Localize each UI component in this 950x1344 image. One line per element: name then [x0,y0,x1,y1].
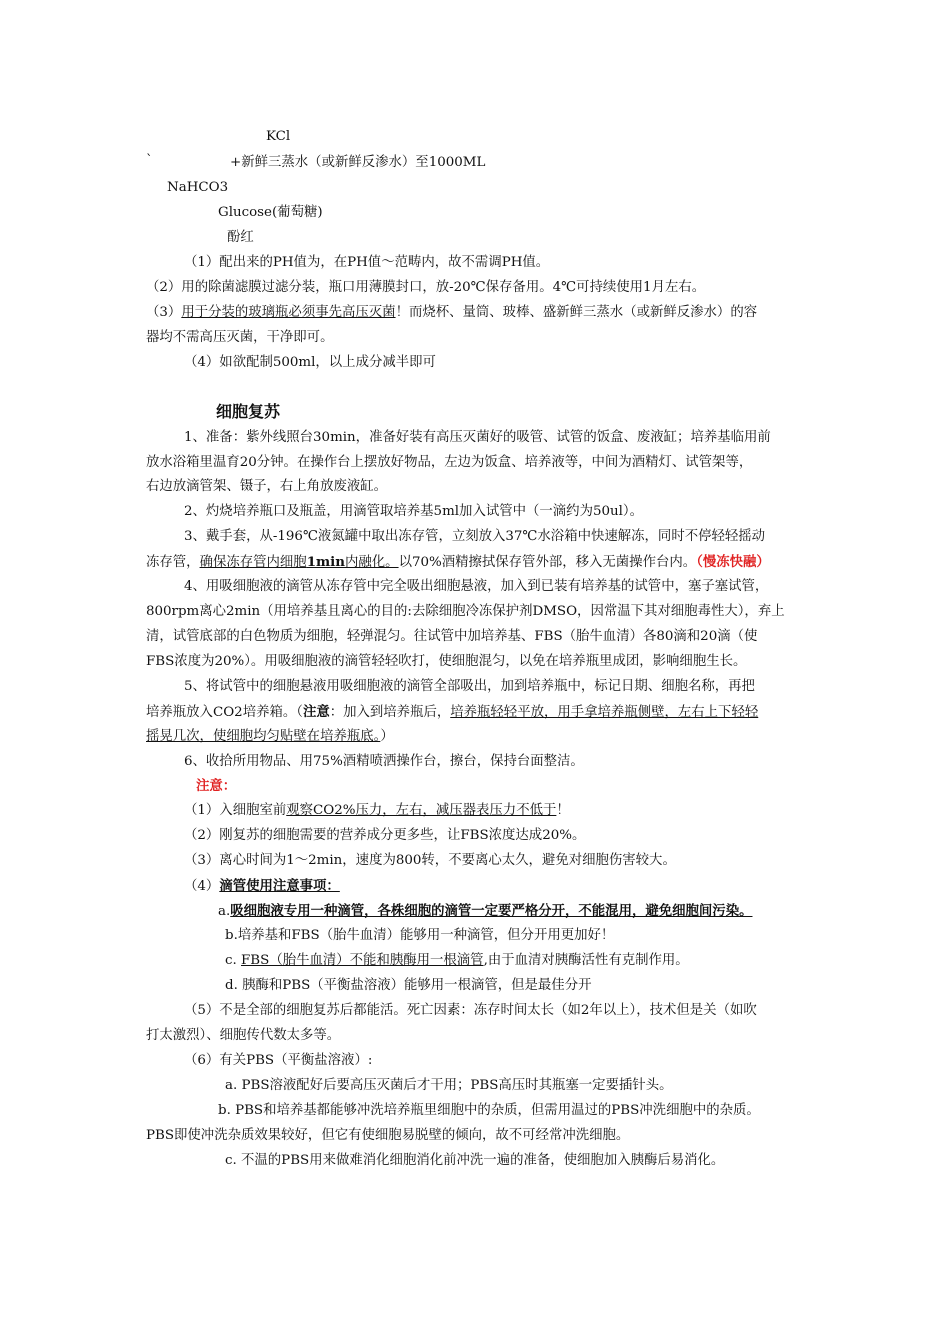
step-5-underlined-end: 摇晃几次，使细胞均匀贴壁在培养瓶底。 [146,729,381,744]
caution-1-suffix: ！ [556,803,570,818]
caution-3: （3）离心时间为1～2min，速度为800转，不要离心太久，避免对细胞伤害较大。 [184,853,676,868]
caution-4a-prefix: a. [218,904,231,919]
note-3 [146,304,757,322]
caution-4d: d. 胰酶和PBS（平衡盐溶液）能够用一根滴管，但是最佳分开 [225,978,592,993]
recipe-glucose: Glucose(葡萄糖) [218,205,323,220]
caution-4a [218,902,752,921]
caution-6: （6）有关PBS（平衡盐溶液）: [184,1053,373,1068]
caution-1 [184,802,570,820]
note-3-line2: 器均不需高压灭菌，干净即可。 [146,330,334,345]
recipe-kcl: KCl [266,129,291,144]
caution-5-line2: 打太激烈）、细胞传代数太多等。 [146,1028,341,1043]
caution-6a: a. PBS溶液配好后要高压灭菌后才干用；PBS高压时其瓶塞一定要插针头。 [225,1078,673,1093]
caution-4-heading: 滴管使用注意事项： [219,878,340,894]
step-3-prefix: 冻存管， [146,555,200,570]
step-4-line4: FBS浓度为20%）。用吸细胞液的滴管轻轻吹打，使细胞混匀，以免在培养瓶里成团，影响细胞生长。 [146,654,747,669]
caution-1-prefix: （1）入细胞室前 [184,803,287,818]
note-3-prefix: （3） [146,305,182,320]
step-4-line1: 4、用吸细胞液的滴管从冻存管中完全吸出细胞悬液，加入到已装有培养基的试管中，塞子塞试管， [184,579,769,594]
step-2: 2、灼烧培养瓶口及瓶盖，用滴管取培养基5ml加入试管中（一滴约为50ul）。 [184,504,643,519]
note-3-suffix: ！而烧杯、量筒、玻棒、盛新鲜三蒸水（或新鲜反渗水）的容 [395,305,758,320]
step-3-underlined: 确保冻存管内细胞 [199,555,307,570]
step-5-underlined: 培养瓶轻轻平放，用手拿培养瓶侧壁，左右上下轻轻 [450,705,759,720]
step-5-prefix: 培养瓶放入CO2培养箱。（ [146,705,303,720]
step-5-note-label: 注意 [302,704,330,720]
note-3-underlined: 用于分装的玻璃瓶必须事先高压灭菌 [181,305,396,320]
section-title: 细胞复苏 [216,402,281,421]
step-5-line3 [146,728,394,746]
caution-5-line1: （5）不是全部的细胞复苏后都能活。死亡因素：冻存时间太长（如2年以上），技术但是关（如吹 [184,1003,757,1018]
note-2: （2）用的除菌滤膜过滤分装，瓶口用薄膜封口，放-20℃保存备用。4℃可持续使用1月左右。 [146,280,706,295]
step-5-line1: 5、将试管中的细胞悬液用吸细胞液的滴管全部吸出，加到培养瓶中，标记日期、细胞名称，再把 [184,679,755,694]
caution-4b: b.培养基和FBS（胎牛血清）能够用一种滴管，但分开用更加好！ [225,928,615,943]
caution-4c-prefix: c. [225,953,242,968]
step-5-line2 [146,703,758,722]
recipe-backtick: ` [146,153,153,168]
step-4-line3: 清，试管底部的白色物质为细胞，轻弹混匀。往试管中加培养基、FBS（胎牛血清）各80滴和20滴（使 [146,629,758,644]
recipe-water: +新鲜三蒸水（或新鲜反渗水）至1000ML [230,155,486,170]
step-1-line3: 右边放滴管架、镊子，右上角放废液缸。 [146,479,388,494]
step-5-middle: ：加入到培养瓶后， [329,705,451,720]
caution-1-underlined: 观察CO2%压力，左右，减压器表压力不低于 [286,803,557,818]
step-1-line1: 1、准备：紫外线照台30min，准备好装有高压灭菌好的吸管、试管的饭盒、废液缸；培养基临用前 [184,430,771,445]
step-3-line2 [146,553,770,572]
caution-4c-underlined: FBS（胎牛血清）不能和胰酶用一根滴管 [241,953,484,968]
caution-4-prefix: （4） [184,879,220,894]
step-3-time: 1min [306,554,345,570]
caution-6b-line2: PBS即使冲洗杂质效果较好，但它有使细胞易脱壁的倾向，故不可经常冲洗细胞。 [146,1128,630,1143]
step-3-underlined-end: 内融化。 [345,555,399,570]
note-4: （4）如欲配制500ml，以上成分减半即可 [184,355,436,370]
caution-4c-suffix: ,由于血清对胰酶活性有克制作用。 [483,953,689,968]
caution-4 [184,877,340,896]
step-3-middle: 以70%酒精擦拭保存管外部，移入无菌操作台内。 [398,555,697,570]
caution-title: 注意： [196,778,237,794]
recipe-phenol-red: 酚红 [227,230,254,245]
step-3-line1: 3、戴手套，从-196℃液氮罐中取出冻存管，立刻放入37℃水浴箱中快速解冻，同时不停轻轻摇动 [184,529,766,544]
caution-4a-text: 吸细胞液专用一种滴管，各株细胞的滴管一定要严格分开，不能混用，避免细胞间污染。 [230,903,753,919]
step-3-highlight: （慢冻快融） [696,554,770,570]
caution-6b-line1: b. PBS和培养基都能够冲洗培养瓶里细胞中的杂质，但需用温过的PBS冲洗细胞中的杂质。 [218,1103,760,1118]
note-1: （1）配出来的PH值为，在PH值～范畴内，故不需调PH值。 [184,255,550,270]
step-4-line2: 800rpm离心2min（用培养基且离心的目的:去除细胞冷冻保护剂DMSO，因常温下其对细胞毒性大），弃上 [146,604,785,619]
recipe-nahco3: NaHCO3 [167,180,229,195]
caution-2: （2）刚复苏的细胞需要的营养成分更多些，让FBS浓度达成20%。 [184,828,586,843]
step-5-close: ） [380,729,394,744]
step-6: 6、收拾所用物品、用75%酒精喷洒操作台，擦台，保持台面整洁。 [184,754,584,769]
caution-6c: c. 不温的PBS用来做难消化细胞消化前冲洗一遍的准备，使细胞加入胰酶后易消化。 [225,1153,725,1168]
caution-4c [225,952,689,970]
step-1-line2: 放水浴箱里温育20分钟。在操作台上摆放好物品，左边为饭盒、培养液等，中间为酒精灯、试管架等， [146,455,753,470]
